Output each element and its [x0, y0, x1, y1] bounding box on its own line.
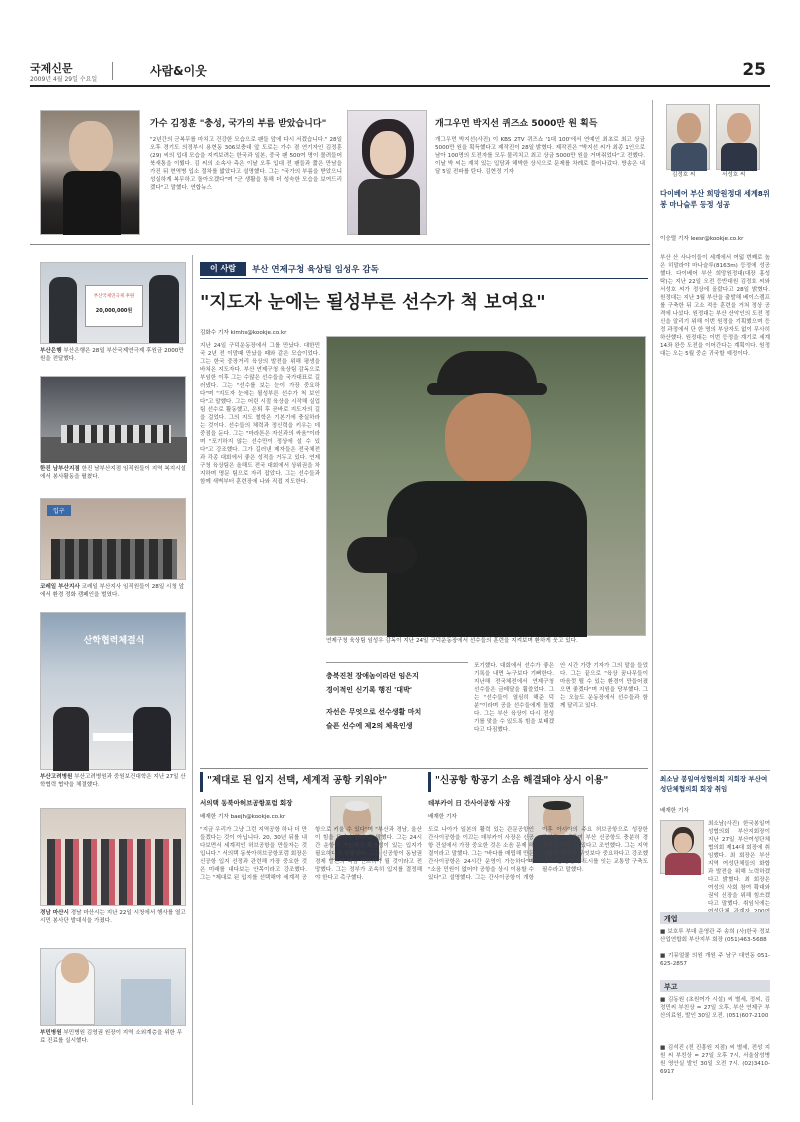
hospital-sign: 산학협력체결식	[83, 636, 145, 646]
bank-banner: 부산국제연극제 후원	[93, 294, 135, 299]
left-col-rule	[192, 255, 193, 1105]
expedition-byline: 이승렬 기자 leesr@kookje.co.kr	[660, 236, 744, 242]
open-notice-2: ■ 기뮤얼쿨 의원 개원 주 남구 대연동 051-625-2857	[660, 953, 770, 967]
open-notice-title: 개업	[660, 912, 770, 924]
pull-quote-line-1: 충북진천 장애놈이라던 임은지	[326, 672, 419, 680]
climber2-name: 서성호 씨	[722, 172, 746, 178]
climber1-photo	[666, 104, 710, 170]
hanjin-photo	[40, 376, 186, 462]
korail-caption: 코레일 부산지사 코레일 부산지사 임직원들이 28일 시청 앞에서 환경 정화 캠페인을 벌였다.	[40, 584, 185, 598]
singer-photo	[40, 110, 140, 235]
masan-caption: 경남 마산시 경남 마산시는 지난 22일 시청에서 행사를 열고 시민 봉사단 발대식을 가졌다.	[40, 910, 186, 924]
bottom2-headline: "신공항 항공기 소음 해결돼야 상시 이용"	[428, 772, 648, 792]
appointment-headline: 최소남 봉일여성협의회 지회장 부산여성단체협의회 회장 취임	[660, 775, 768, 793]
interview-col1: 지난 24일 구덕운동장에서 그를 만났다. 대한민국 2년 전 이맘때 만났을 때와 같은 모습이었다. 그는 한국 중장거리 육상의 발전을 위해 평생을 바쳐온 지도자다. 부산 연제구청 육상팀 감독으로 부임한 이후 그는 수많은 선수들을 국가대표로 길러냈다. 그는 "선수를 보는 눈이 가장 중요하다"며 "지도자 눈에는 될성부른 선수가 척 보인다"고 말했다. 그는 어린 시절 육상을 시작해 실업팀 선수로 활동했고, 은퇴 후 곧바로 지도자의 길을 걸었다. 그의 지도 철학은 기본기에 충실하라는 것이다. 선수들의 체력과 정신력을 키우는 데 중점을 둔다. 그는 "마라톤은 자신과의 싸움"이라며 "포기하지 않는 선수만이 정상에 설 수 있다"고 강조했다. 그가 길러낸 제자들은 전국체전과 각종 대회에서 좋은 성적을 거두고 있다. 연제구청 육상팀은 올해도 전국 대회에서 상위권을 차지하며 명문 팀으로 자리 잡았다. 그는 선수들과 함께 새벽부터 훈련장에 나와 직접 지도한다.	[200, 343, 320, 485]
climber2-photo	[716, 104, 760, 170]
pull-quote	[326, 662, 468, 760]
hospital-photo	[40, 612, 186, 770]
masthead-rule	[30, 85, 770, 87]
bank-amount: 20,000,000원	[95, 308, 133, 314]
pull-quote-line-4: 슬픈 선수에 제2의 체육인생	[326, 722, 413, 730]
bugo-notice-1: ■ 김동원 (초원여가 시설) 씨 별세, 정씨, 김정민씨 부친상 = 27일 오후, 부산 연제구 부산의료원, 발인 30일 오전. (051)607-2100	[660, 997, 770, 1019]
right-col-rule	[652, 100, 653, 1100]
masthead	[30, 60, 770, 84]
hospital-caption: 부산고려병원 부산고려병원과 중원보건대학은 지난 27일 산학협력 협약을 체결했다.	[40, 774, 186, 788]
coach-photo-caption: 연제구청 육상팀 임성우 감독이 지난 24일 구덕운동장에서 선수들의 훈련을 지켜보며 환하게 웃고 있다.	[326, 638, 578, 644]
bumin-caption: 부민병원 부민병원 김영권 원장이 지역 소외계층을 위한 무료 진료를 실시했다.	[40, 1030, 183, 1044]
appointment-body: 최소남(사진) 한국봉일여성협의회 부산지회장이 지난 27일 부산여성단체협의회 제14대 회장에 취임했다. 최 회장은 부산 지역 여성단체들의 화합과 발전을 위해 노력하겠다고 밝혔다. 최 회장은 여성의 사회 참여 확대와 권익 신장을 위해 힘쓰겠다고 말했다. 취임식에는	[708, 821, 770, 907]
pull-quote-line-3: 자선은 무엇으로 선수생활 마치	[326, 708, 422, 716]
korail-photo	[40, 498, 186, 580]
bank-photo	[40, 262, 186, 344]
bottom2-byline: 배재한 기자	[428, 814, 457, 820]
comedian-photo	[347, 110, 427, 235]
singer-body: "2년간의 군복무를 마치고 건강한 모습으로 팬들 앞에 다시 서겠습니다." 28일 오후 경기도 의정부시 용현동 306보충대 앞 도로는 가수 겸 연기자인 김정훈(29) 씨의 입대 모습을 지켜보려는 한국과 일본, 중국 팬 500여 명이 몰려들어 북새통을 이뤘다. 김 씨의 소속사 측은 이날 오후 입대 전 팬들과 짧은 만남을 가진 뒤 현역병 입소 절차를 밟았다고 설명했다. 그는 "국가의 부름을 받았으니 성실하게 복무하고 돌아오겠다"며 "군 생활을 통해 더 성숙한 모습을 보여드리겠다"고 말했다. 연합뉴스	[150, 137, 342, 191]
right-mid-rule	[660, 770, 770, 771]
bottom1-headline: "제대로 된 입지 선택, 세계적 공항 키워야"	[200, 772, 422, 792]
bottom1-byline: 배재한 기자 baejh@kookje.co.kr	[200, 814, 286, 820]
pull-quote-line-2: 경이적인 신기록 행진 '대박'	[326, 686, 412, 694]
interview-byline: 김화수 기자 kimhs@kookje.co.kr	[200, 330, 287, 336]
top-rule	[30, 244, 650, 245]
interview-col4: 안 시간 가량 기자가 그의 말을 들었다. 그는 끝으로 "육상 꿈나무들이 마음껏 뛸 수 있는 환경이 만들어졌으면 좋겠다"며 지원을 당부했다. 그는 오늘도 운동장에서 선수들과 함께 달리고 있다.	[560, 663, 648, 709]
climber1-name: 김정호 씨	[672, 172, 696, 178]
interview-tag: 이 사람	[200, 262, 246, 276]
expedition-body: 부산 산 사나이들이 세계에서 여덟 번째로 높은 히말라야 마나슬루(8163m) 등정에 성공했다. 다이베어 부산 희망원정대(대장 홍성탁)는 지난 22일 오전 등반대원 김정호 씨와 서성호 씨가 정상에 올랐다고 28일 밝혔다. 원정대는 지난 3월 부산을 출발해 베이스캠프를 구축한 뒤 고소 적응 훈련을 거쳐 정상 공격에 나섰다. 원정대는 부산 산악인의 도전 정신을 알리기 위해 이번 원정을 기획했으며 등정 과정에서 단 한 명의 부상자도 없이 무사히 하산했다. 원정대는 이번 등정을 계기로 세계 14좌 완등 도전을 이어간다는 계획이다. 원정대는 오는 5월 중순 귀국할 예정이다.	[660, 255, 770, 357]
interview-col1b	[200, 614, 320, 764]
bumin-photo	[40, 948, 186, 1026]
bugo-title: 부고	[660, 980, 770, 992]
bottom1-body: "지금 우리가 그냥 그런 지역공항 하나 더 만들겠다는 것이 아닙니다. 20, 30년 뒤를 내다보면서 세계적인 허브공항을 만들자는 것입니다." 서의택 동북아허브공항포럼 회장은 신공항 입지 선정과 관련해 가장 중요한 것은 미래를 내다보는 안목이라고 강조했다. 그는 "제대로 된 입지를 선택해야 세계적 공항으로 키울 수 있다"며 "부산과 경남, 울산이 힘을 모아야 한다"고 말했다. 그는 24시간 운항이 가능하고 확장성이 있는 입지가 필요하다고 덧붙였다. 그는 신공항이 동남권 경제 발전의 핵심 인프라가 될 것이라고 전망했다. 그는 정부가 조속히 입지를 결정해야 한다고 촉구했다.	[200, 827, 422, 881]
bottom2-body: 도로 나아가 일본의 활력 있는 관문공항인 간사이공항을 이끄는 데부카이 사장은 신공항 건설에서 가장 중요한 것은 소음 문제 해결이라고 말했다. 그는 "바다를 매립해 만든 간사이공항은 24시간 운영이 가능하다"며 "소음 민원이 없어야 공항을 상시 이용할 수 있다"고 설명했다. 그는 간사이공항이 개항 이후 아시아의 주요 허브공항으로 성장한 과정을 소개하며 부산 신공항도 충분히 경쟁력을 가질 수 있다고 조언했다. 그는 지역 사회의 협력이 무엇보다 중요하다고 강조했다. 그는 공항과 도시를 잇는 교통망 구축도 필수라고 말했다.	[428, 827, 648, 881]
korail-sign: 입구	[47, 505, 71, 516]
section-tick	[112, 62, 113, 80]
bottom1-sub: 서의택 동북아허브공항포럼 회장	[200, 799, 293, 807]
masan-photo	[40, 808, 186, 906]
bank-caption: 부산은행 부산은행은 28일 부산국제연극제 후원금 2000만 원을 전달했다.	[40, 348, 184, 362]
bugo-notice-2: ■ 김석진 (전 진흥원 지점) 씨 별세, 전성 지원 씨 부친상 = 27일 오후 7시, 서울삼성병원 영안실 발인 30일 오전 7시. (02)3410-6917	[660, 1045, 770, 1075]
section-title: 사람&이웃	[150, 64, 207, 78]
page-number: 25	[742, 60, 766, 80]
bottom2-sub: 데부카이 日 간사이공항 사장	[428, 799, 511, 807]
issue-date: 2009년 4월 29일 수요일	[30, 76, 98, 83]
appointment-byline: 배재한 기자	[660, 808, 689, 814]
appointee-photo	[660, 820, 704, 874]
comedian-headline: 개그우먼 박지선 퀴즈쇼 5000만 원 획득	[435, 119, 598, 129]
interview-subtitle: 부산 연제구청 육상팀 임성우 감독	[252, 265, 379, 275]
interview-col3: 포기했다. 대회에서 선수가 좋은 기록을 내면 누구보다 기뻐한다. 지난해 전국체전에서 연제구청 선수들은 금메달을 휩쓸었다. 그는 "선수들이 열심히 해준 덕분"이라며 공을 선수들에게 돌렸다. 그는 부산 육상이 다시 전성기를 맞을 수 있도록 힘을 보태겠다고 다짐했다.	[474, 663, 554, 733]
comedian-body: 개그우먼 박지선(사진) 이 KBS 2TV 퀴즈쇼 '1대 100'에서 연예인 최초로 최고 상금 5000만 원을 획득했다고 제작진이 28일 밝혔다. 제작진은 "박지선 씨가 최종 1인으로 남아 100명의 도전자를 모두 물리치고 최고 상금 5000만 원을 거머쥐었다"고 전했다. 이날 박 씨는 재치 있는 입담과 해박한 상식으로 문제를 차례로 풀어나갔다. 방송은 내달 5일 전파를 탄다. 김현정 기자	[435, 137, 645, 175]
interview-headline: "지도자 눈에는 될성부른 선수가 척 보여요"	[200, 292, 546, 313]
bottom-top-rule	[200, 768, 648, 769]
paper-name: 국제신문	[30, 62, 73, 75]
hanjin-caption: 한진 남부산지점 한진 남부산지점 임직원들이 지역 복지시설에서 봉사활동을 펼쳤다.	[40, 466, 186, 480]
expedition-headline: 다이베어 부산 희망원정대 세계8위봉 마나슬루 등정 성공	[660, 189, 770, 209]
singer-headline: 가수 김정훈 "충성, 국가의 부름 받았습니다"	[150, 119, 327, 129]
coach-photo	[326, 336, 646, 636]
open-notice-1: ■ 보호루 부대 운영관 주 송희 (사)한국 정보산업연합회 부산지부 회장 (051)463-5688	[660, 929, 770, 943]
interview-tag-rule	[200, 278, 648, 279]
